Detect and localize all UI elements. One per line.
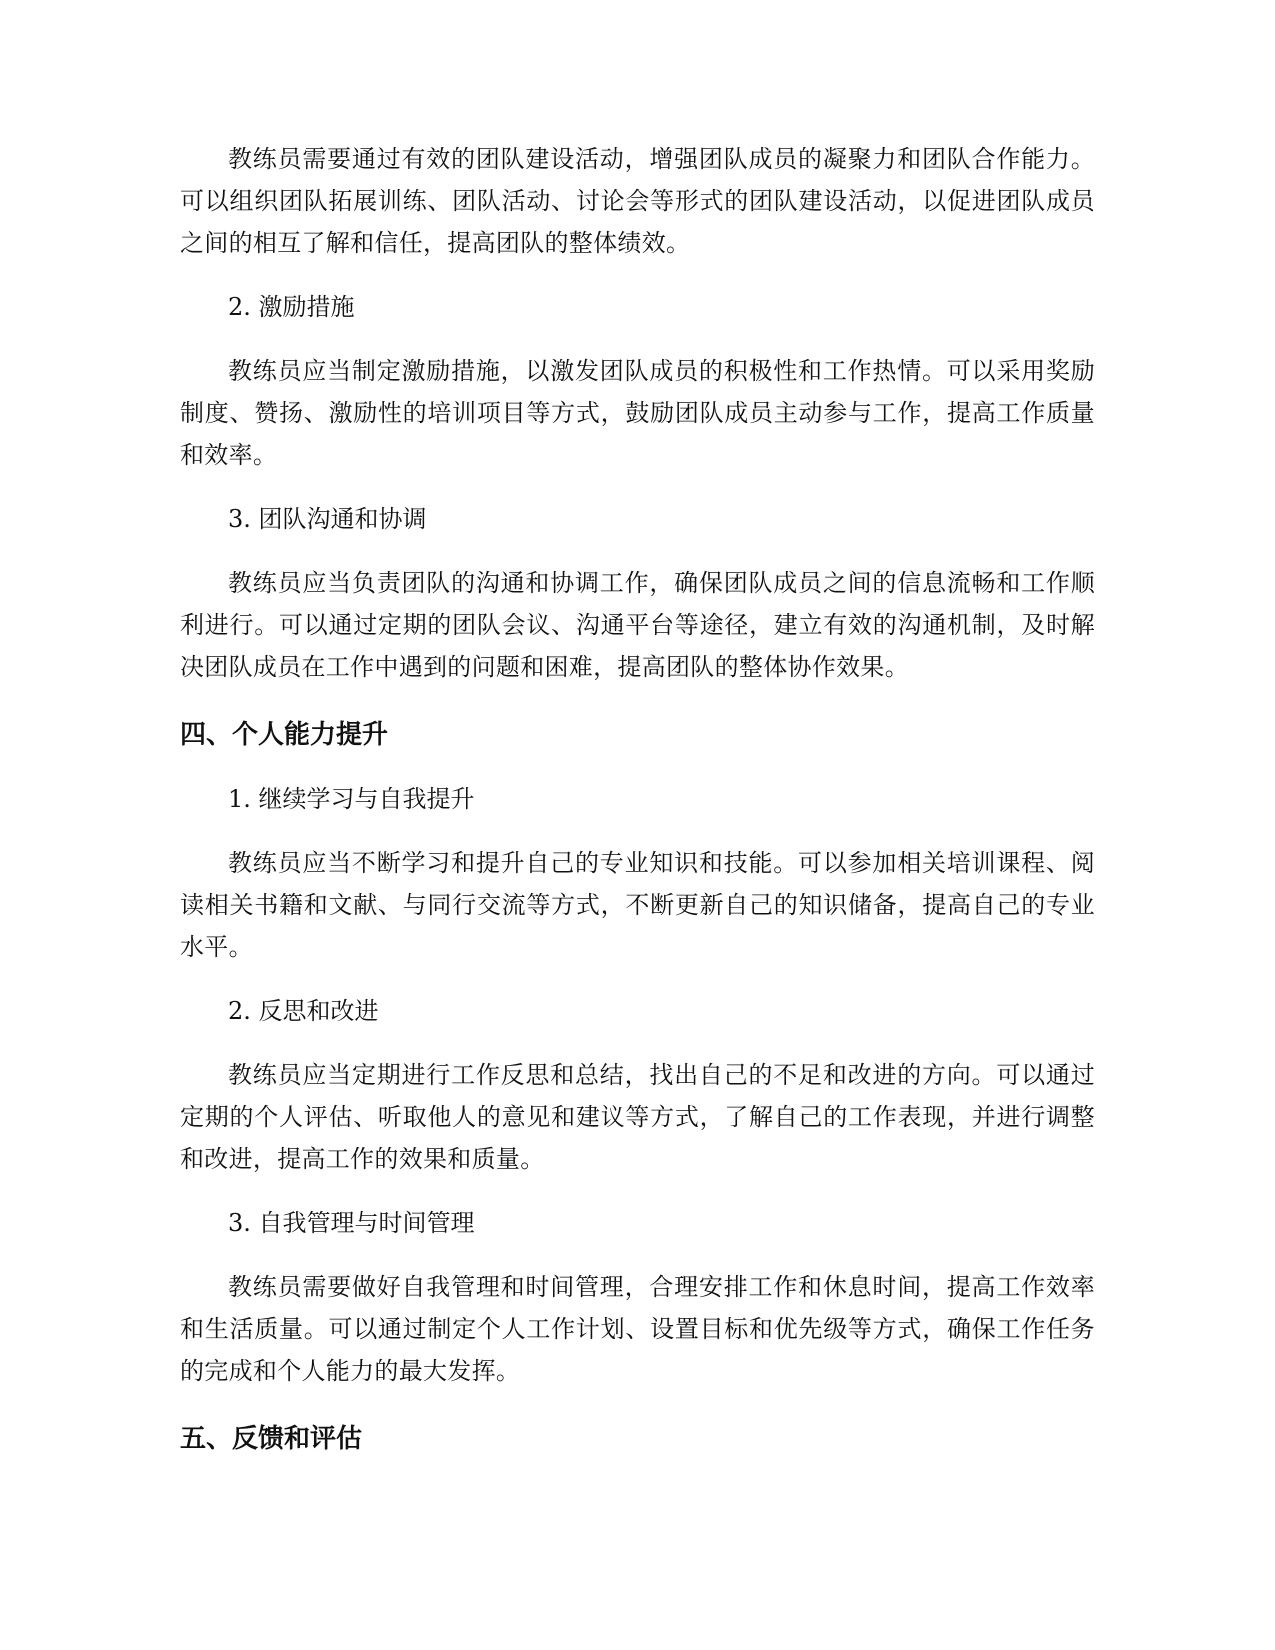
paragraph-time-management: 教练员需要做好自我管理和时间管理，合理安排工作和休息时间，提高工作效率和生活质量。可以通过制定个人工作计划、设置目标和优先级等方式，确保工作任务的完成和个人能力的最大发挥。	[180, 1273, 1095, 1385]
paragraph-incentive: 教练员应当制定激励措施，以激发团队成员的积极性和工作热情。可以采用奖励制度、赞扬、激励性的培训项目等方式，鼓励团队成员主动参与工作，提高工作质量和效率。	[180, 357, 1095, 469]
paragraph-team-building: 教练员需要通过有效的团队建设活动，增强团队成员的凝聚力和团队合作能力。可以组织团队拓展训练、团队活动、讨论会等形式的团队建设活动，以促进团队成员之间的相互了解和信任，提高团队的整体绩效。	[180, 145, 1095, 257]
subheading-learning: 1. 继续学习与自我提升	[228, 785, 475, 813]
paragraph-learning: 教练员应当不断学习和提升自己的专业知识和技能。可以参加相关培训课程、阅读相关书籍和文献、与同行交流等方式，不断更新自己的知识储备，提高自己的专业水平。	[180, 849, 1095, 961]
paragraph-reflection: 教练员应当定期进行工作反思和总结，找出自己的不足和改进的方向。可以通过定期的个人评估、听取他人的意见和建议等方式，了解自己的工作表现，并进行调整和改进，提高工作的效果和质量。	[180, 1061, 1095, 1173]
section-heading-4: 四、个人能力提升	[180, 720, 389, 750]
paragraph-communication: 教练员应当负责团队的沟通和协调工作，确保团队成员之间的信息流畅和工作顺利进行。可以通过定期的团队会议、沟通平台等途径，建立有效的沟通机制，及时解决团队成员在工作中遇到的问题和困难，提高团队的整体协作效果。	[180, 569, 1095, 681]
subheading-incentive: 2. 激励措施	[228, 293, 355, 321]
subheading-reflection: 2. 反思和改进	[228, 997, 379, 1025]
document-page	[180, 138, 1095, 1460]
subheading-time-management: 3. 自我管理与时间管理	[228, 1209, 475, 1237]
subheading-communication: 3. 团队沟通和协调	[228, 505, 427, 533]
section-heading-5: 五、反馈和评估	[180, 1424, 363, 1454]
